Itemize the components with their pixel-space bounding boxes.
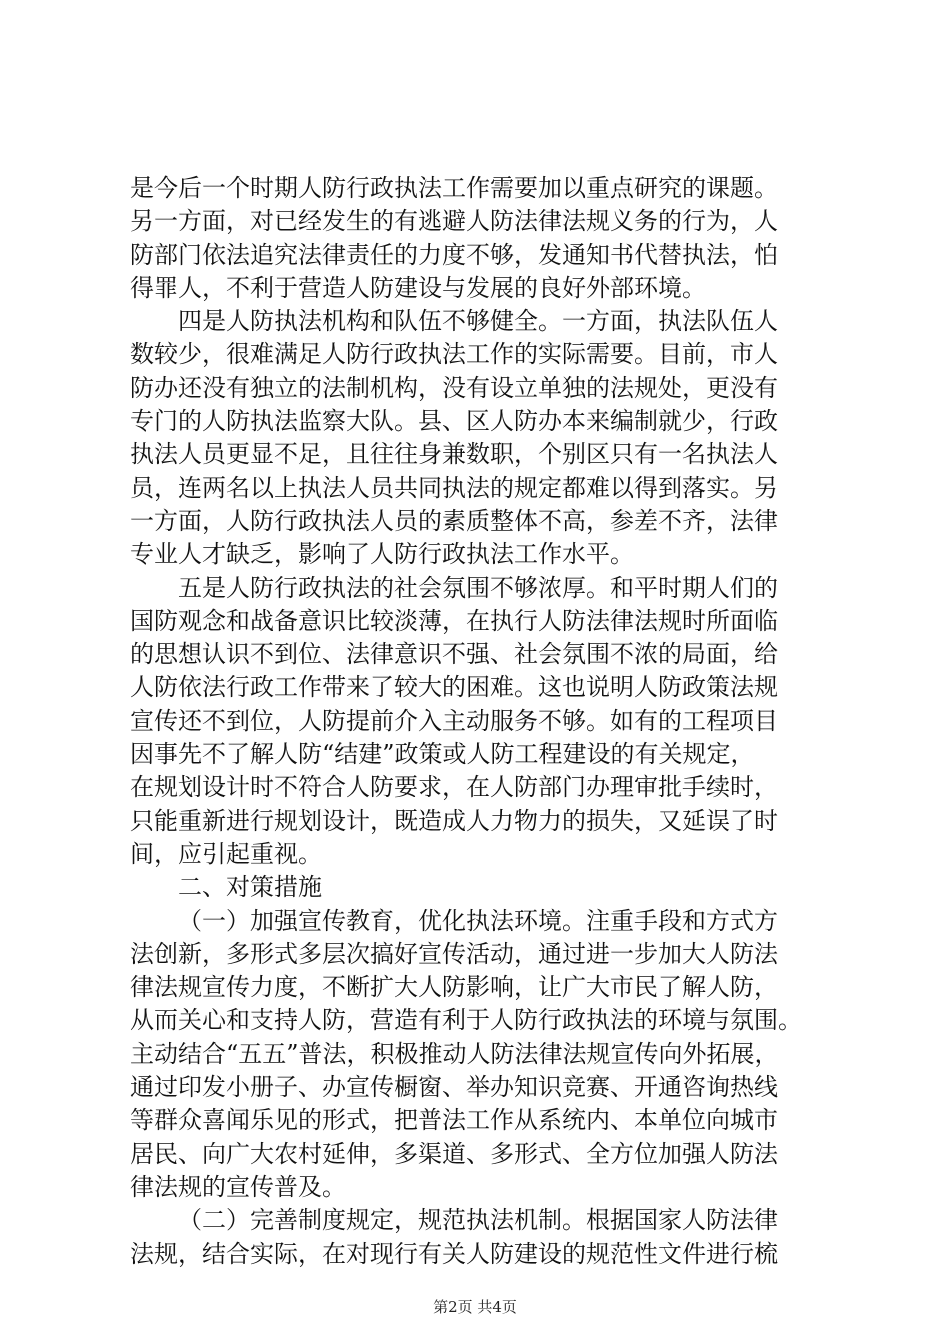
text-line: 执法人员更显不足，且往往身兼数职，个别区只有一名执法人: [130, 440, 778, 469]
text-line: 间，应引起重视。: [130, 839, 322, 868]
text-line: 法规，结合实际，在对现行有关人防建设的规范性文件进行梳: [130, 1239, 778, 1268]
text-line: 数较少，很难满足人防行政执法工作的实际需要。目前，市人: [130, 340, 778, 369]
page-number: 第2页 共4页: [433, 1298, 517, 1316]
text-line: 员，连两名以上执法人员共同执法的规定都难以得到落实。另: [130, 473, 778, 502]
text-line: 的思想认识不到位、法律意识不强、社会氛围不浓的局面，给: [130, 640, 778, 669]
text-line: 律法规宣传力度，不断扩大人防影响，让广大市民了解人防，: [130, 973, 778, 1002]
text-line: 另一方面，对已经发生的有逃避人防法律法规义务的行为，人: [130, 207, 778, 236]
text-line: 得罪人，不利于营造人防建设与发展的良好外部环境。: [130, 273, 706, 302]
text-line: 国防观念和战备意识比较淡薄，在执行人防法律法规时所面临: [130, 606, 778, 635]
text-line: 等群众喜闻乐见的形式，把普法工作从系统内、本单位向城市: [130, 1106, 778, 1135]
paragraph-start-line: 四是人防执法机构和队伍不够健全。一方面，执法队伍人: [178, 307, 778, 336]
section-heading: 二、对策措施: [178, 873, 322, 902]
paragraph-start-line: （一）加强宣传教育，优化执法环境。注重手段和方式方: [178, 906, 778, 935]
text-line: 人防依法行政工作带来了较大的困难。这也说明人防政策法规: [130, 673, 778, 702]
text-line: 是今后一个时期人防行政执法工作需要加以重点研究的课题。: [130, 174, 778, 202]
paragraph-start-line: （二）完善制度规定，规范执法机制。根据国家人防法律: [178, 1206, 778, 1235]
text-line: 主动结合“五五”普法，积极推动人防法律法规宣传向外拓展，: [130, 1039, 779, 1068]
text-line: 在规划设计时不符合人防要求，在人防部门办理审批手续时，: [130, 773, 778, 802]
page-footer: [0, 1297, 950, 1317]
text-line: 防办还没有独立的法制机构，没有设立单独的法规处，更没有: [130, 373, 778, 402]
paragraph-start-line: 五是人防行政执法的社会氛围不够浓厚。和平时期人们的: [178, 573, 778, 602]
text-line: 只能重新进行规划设计，既造成人力物力的损失，又延误了时: [130, 806, 778, 835]
text-line: 律法规的宣传普及。: [130, 1172, 346, 1201]
text-line: 居民、向广大农村延伸，多渠道、多形式、全方位加强人防法: [130, 1139, 778, 1168]
body-text: [130, 172, 830, 1271]
text-line: 专业人才缺乏，影响了人防行政执法工作水平。: [130, 540, 634, 569]
text-line: 因事先不了解人防“结建”政策或人防工程建设的有关规定，: [130, 740, 755, 769]
text-line: 法创新，多形式多层次搞好宣传活动，通过进一步加大人防法: [130, 939, 778, 968]
text-line: 一方面，人防行政执法人员的素质整体不高，参差不齐，法律: [130, 506, 778, 535]
text-line: 从而关心和支持人防，营造有利于人防行政执法的环境与氛围。: [130, 1006, 802, 1035]
text-line: 宣传还不到位，人防提前介入主动服务不够。如有的工程项目: [130, 706, 778, 735]
text-line: 专门的人防执法监察大队。县、区人防办本来编制就少，行政: [130, 407, 778, 436]
text-line: 通过印发小册子、办宣传橱窗、举办知识竞赛、开通咨询热线: [130, 1073, 778, 1102]
text-line: 防部门依法追究法律责任的力度不够，发通知书代替执法，怕: [130, 240, 778, 269]
